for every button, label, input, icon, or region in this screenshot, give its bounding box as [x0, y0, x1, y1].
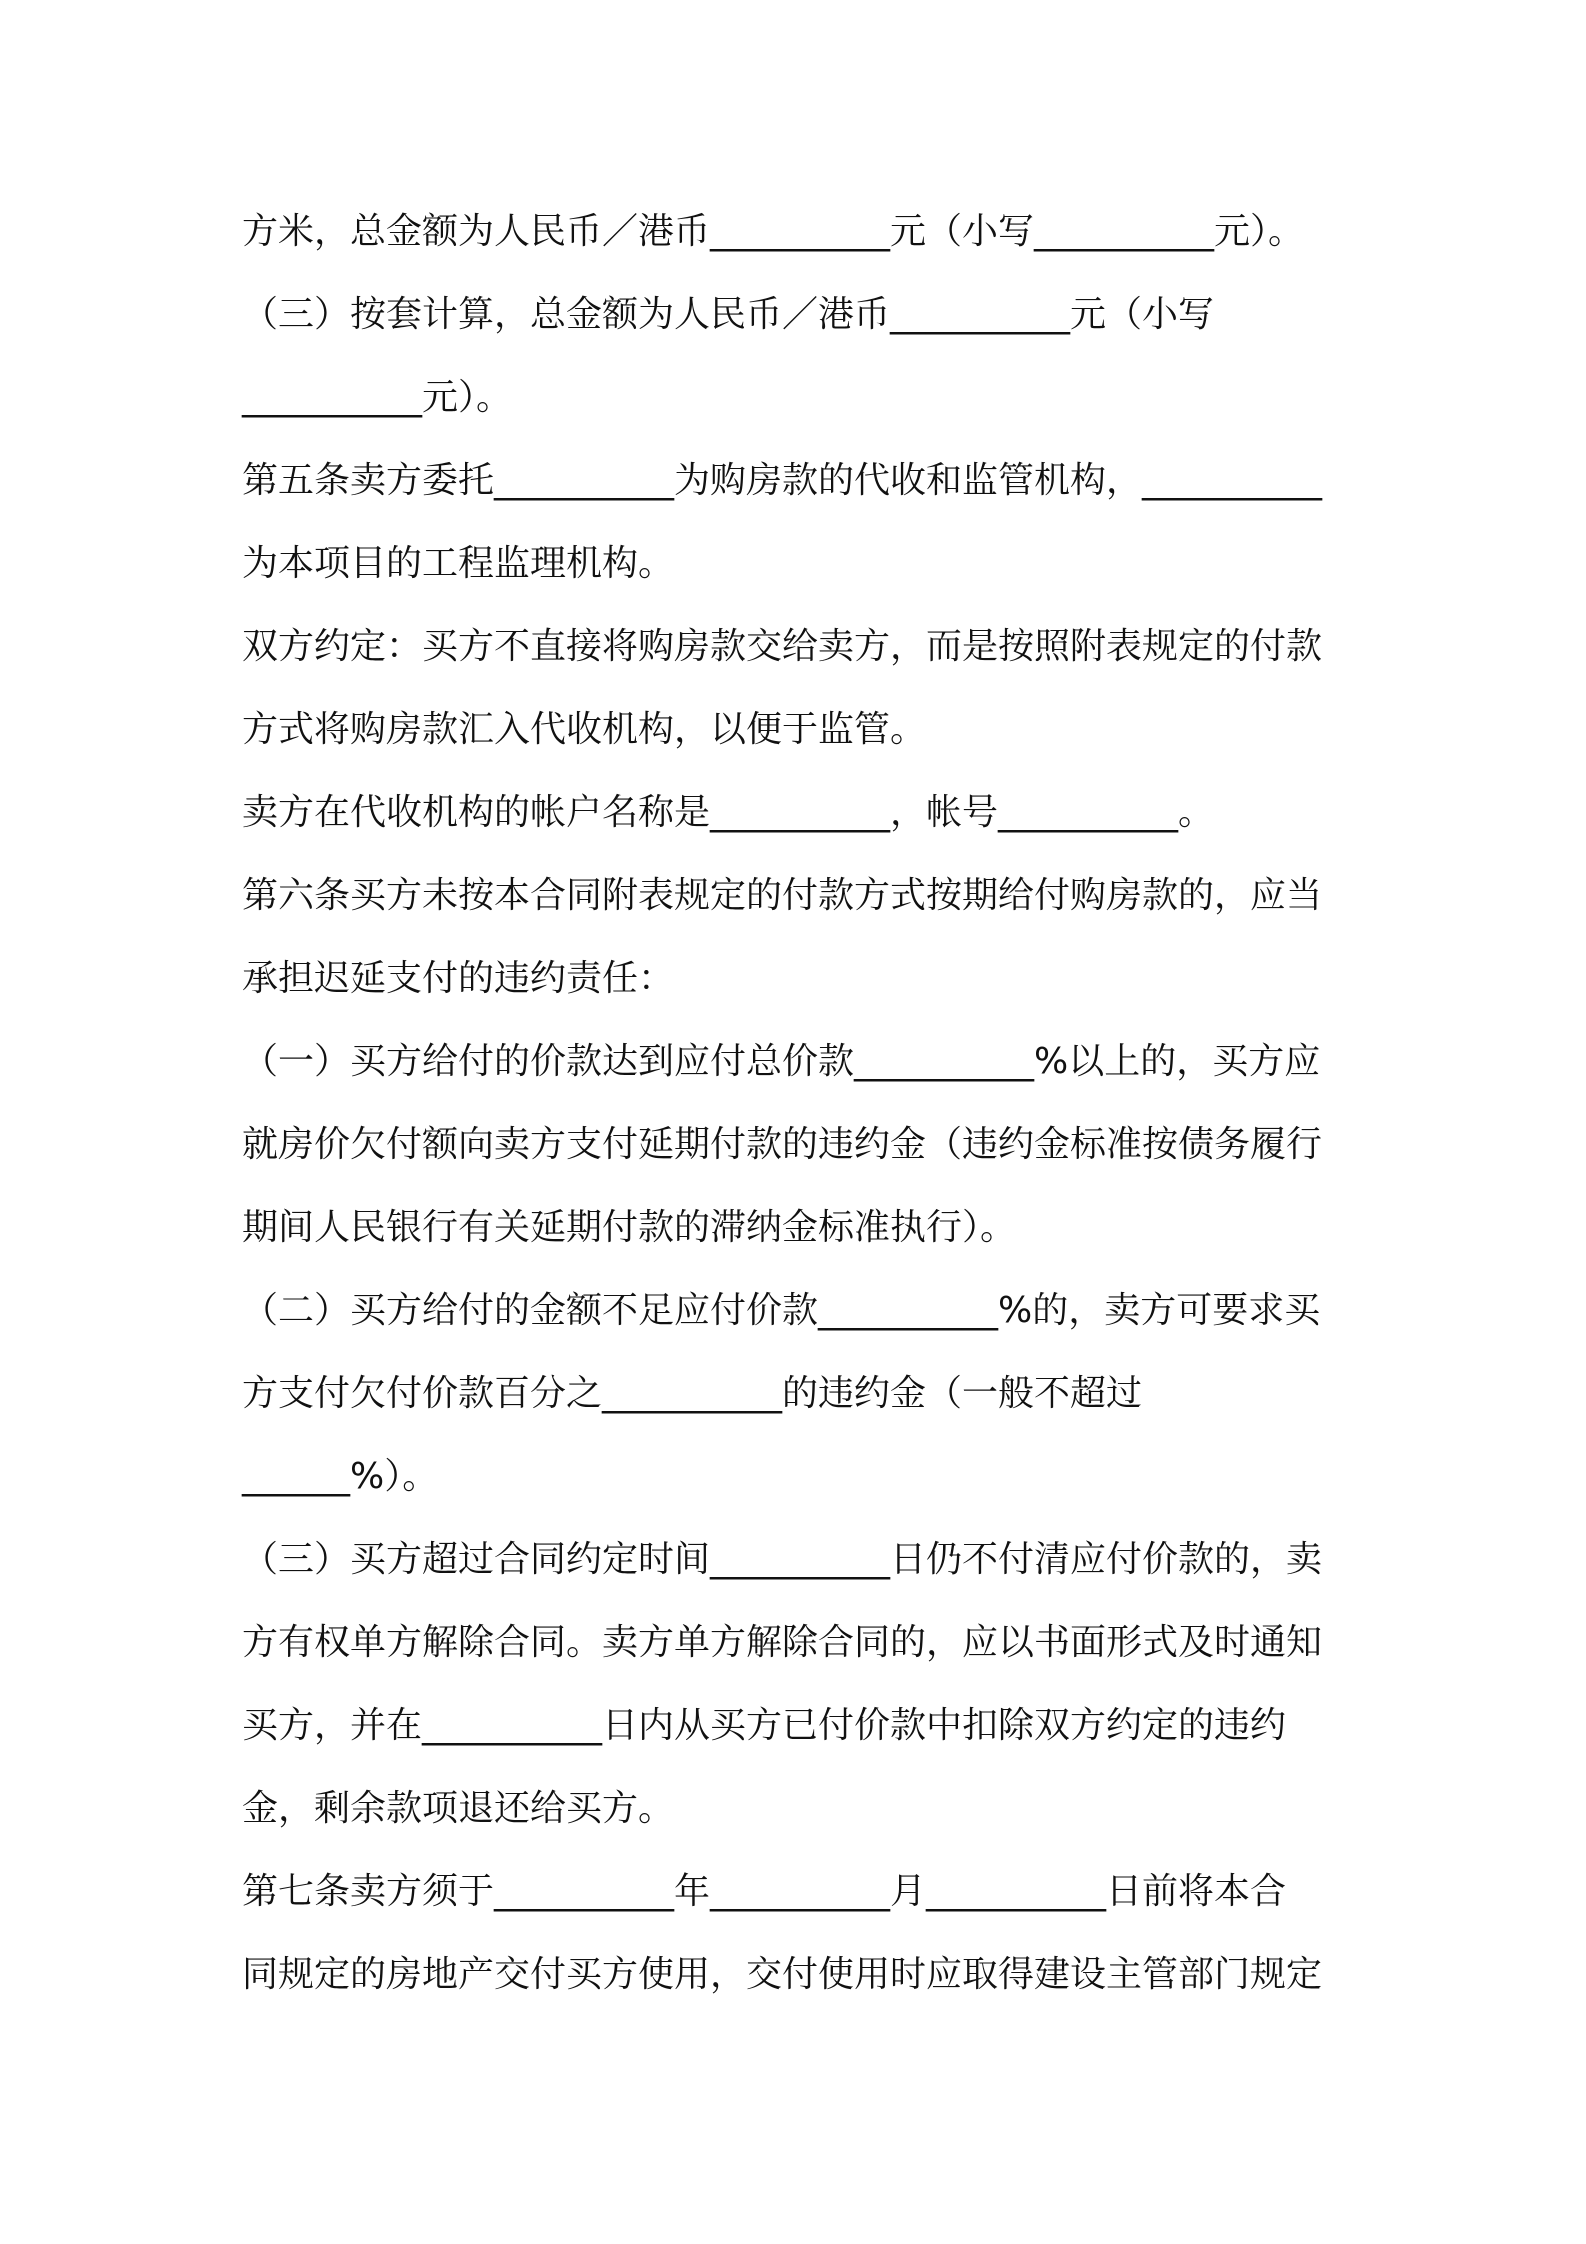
text-line-12: 就房价欠付额向卖方支付延期付款的违约金（违约金标准按债务履行: [242, 1124, 1323, 1165]
text-line-3: __________元）。: [242, 377, 513, 418]
text-line-11: （一）买方给付的价款达到应付总价款__________%以上的，买方应: [242, 1041, 1321, 1082]
text-line-13: 期间人民银行有关延期付款的滞纳金标准执行）。: [242, 1207, 1017, 1248]
text-line-8: 卖方在代收机构的帐户名称是__________，帐号__________。: [242, 792, 1215, 833]
text-line-7: 方式将购房款汇入代收机构，以便于监管。: [242, 709, 927, 750]
text-line-4: 第五条卖方委托__________为购房款的代收和监管机构，__________: [242, 460, 1323, 501]
text-line-10: 承担迟延支付的违约责任：: [242, 958, 675, 999]
text-line-5: 为本项目的工程监理机构。: [242, 543, 675, 584]
text-line-17: （三）买方超过合同约定时间__________日仍不付清应付价款的，卖: [242, 1539, 1323, 1580]
text-line-19: 买方，并在__________日内从买方已付价款中扣除双方约定的违约: [242, 1705, 1287, 1746]
text-line-21: 第七条卖方须于__________年__________月__________日前将本合: [242, 1871, 1287, 1912]
text-line-9: 第六条买方未按本合同附表规定的付款方式按期给付购房款的，应当: [242, 875, 1323, 916]
text-line-1: 方米，总金额为人民币／港币__________元（小写__________元）。: [242, 211, 1305, 252]
text-line-22: 同规定的房地产交付买方使用，交付使用时应取得建设主管部门规定: [242, 1954, 1323, 1995]
text-line-15: 方支付欠付价款百分之__________的违约金（一般不超过: [242, 1373, 1143, 1414]
text-line-6: 双方约定：买方不直接将购房款交给卖方，而是按照附表规定的付款: [242, 626, 1323, 667]
text-line-2: （三）按套计算，总金额为人民币／港币__________元（小写: [242, 294, 1215, 335]
text-line-16: ______%）。: [242, 1456, 439, 1497]
text-line-14: （二）买方给付的金额不足应付价款__________%的，卖方可要求买: [242, 1290, 1321, 1331]
text-line-20: 金，剩余款项退还给买方。: [242, 1788, 675, 1829]
text-line-18: 方有权单方解除合同。卖方单方解除合同的，应以书面形式及时通知: [242, 1622, 1323, 1663]
